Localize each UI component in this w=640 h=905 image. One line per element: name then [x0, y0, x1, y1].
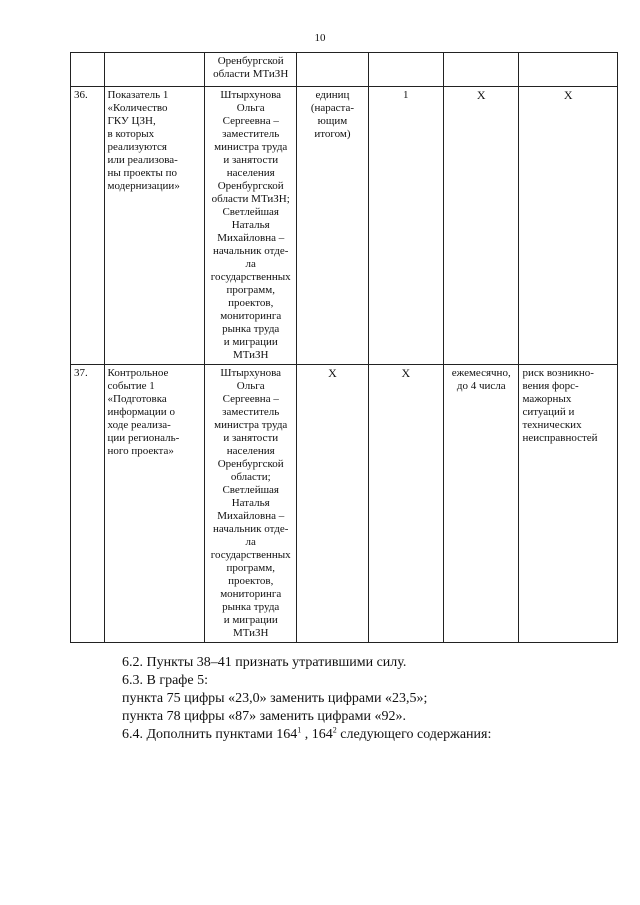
superscript-2: 2: [332, 725, 337, 735]
cell-responsible: Штырхунова Ольга Сергеевна – заместитель министра труда и занятости населения Оренбургской области; Светлейшая Наталья Михайловна – начальник отде- ла государственных программ, проектов, мониторинга рынка труда и миграции МТиЗН: [205, 365, 297, 643]
cell-unit: единиц (нараста- ющим итогом): [297, 87, 368, 365]
cell-name: Показатель 1 «Количество ГКУ ЦЗН, в которых реализуются или реализова- ны проекты по модернизации»: [104, 87, 205, 365]
paragraph-item-78: пункта 78 цифры «87» заменить цифрами «92».: [122, 709, 406, 724]
cell-num: 37.: [71, 365, 105, 643]
cell-responsible: Штырхунова Ольга Сергеевна – заместитель министра труда и занятости населения Оренбургской области МТиЗН; Светлейшая Наталья Михайловна – начальник отде- ла государственных программ, проектов, мониторинга рынка труда и миграции МТиЗН: [205, 87, 297, 365]
cell-responsible: Оренбургской области МТиЗН: [205, 53, 297, 87]
paragraph-6-2: 6.2. Пункты 38–41 признать утратившими силу.: [122, 655, 407, 670]
table-row: [71, 365, 618, 643]
paragraph-6-4-text-b: , 164: [301, 727, 333, 742]
cell-name: Контрольное событие 1 «Подготовка информации о ходе реализа- ции региональ- ного проекта»: [104, 365, 205, 643]
paragraph-6-4-text-a: 6.4. Дополнить пунктами 164: [122, 727, 298, 742]
table-row: [71, 87, 618, 365]
cell-num: [71, 53, 105, 87]
cell-value: 1: [368, 87, 443, 365]
paragraph-6-3: 6.3. В графе 5:: [122, 673, 208, 688]
table-row-continuation: [71, 53, 618, 87]
cell-col6: Х: [444, 87, 519, 365]
page-number: 10: [314, 32, 326, 44]
cell-col8: Х: [519, 87, 618, 365]
superscript-1: 1: [297, 725, 302, 735]
indicators-table: [70, 52, 618, 643]
cell-unit: Х: [297, 365, 368, 643]
cell-num: 36.: [71, 87, 105, 365]
cell-col6: [444, 53, 519, 87]
cell-unit: [297, 53, 368, 87]
paragraph-6-4: [122, 726, 491, 744]
cell-col7: ежемесячно, до 4 числа: [444, 365, 519, 643]
paragraph-item-75: пункта 75 цифры «23,0» заменить цифрами «23,5»;: [122, 691, 428, 706]
cell-value: [368, 53, 443, 87]
cell-value: Х: [368, 365, 443, 643]
cell-name: [104, 53, 205, 87]
paragraph-6-4-text-c: следующего содержания:: [336, 727, 492, 742]
cell-col8: риск возникно- вения форс- мажорных ситуаций и технических неисправностей: [519, 365, 618, 643]
cell-col8: [519, 53, 618, 87]
